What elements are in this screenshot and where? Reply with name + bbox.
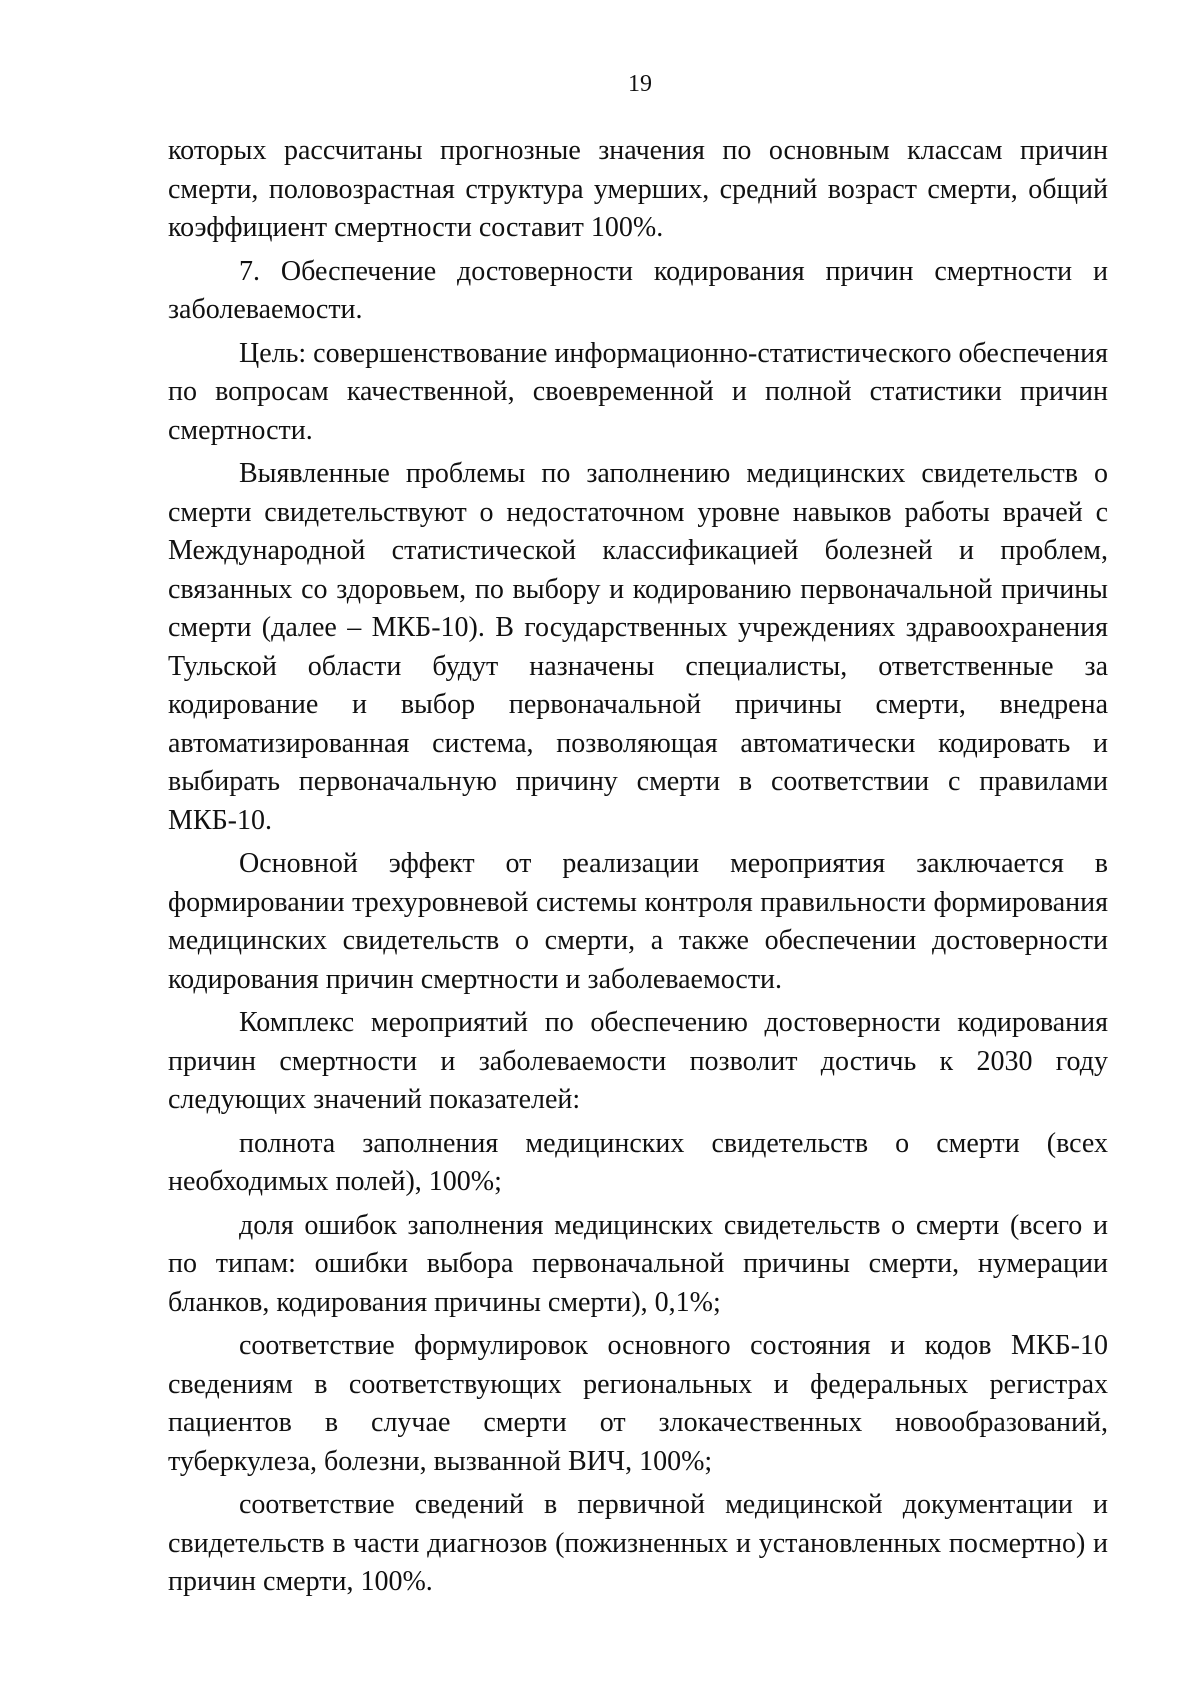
paragraph-problems: Выявленные проблемы по заполнению медицинских свидетельств о смерти свидетельствуют о недостаточном уровне навыков работы врачей с Международной статистической классификацией болезней и проблем, связанных со здоровьем, по выбору и кодированию первоначальной причины смерти (далее – МКБ-10). В государственных учреждениях здравоохранения Тульской области будут назначены специалисты, ответственные за кодирование и выбор первоначальной причины смерти, внедрена автоматизированная система, позволяющая автоматически кодировать и выбирать первоначальную причину смерти в соответствии с правилами МКБ-10. [168,458,1108,836]
document-body [168,132,1108,1602]
paragraph-effect: Основной эффект от реализации мероприятия заключается в формировании трехуровневой системы контроля правильности формирования медицинских свидетельств о смерти, а также обеспечении достоверности кодирования причин смертности и заболеваемости. [168,848,1108,995]
page-number: 19 [628,71,652,97]
paragraph-goal: Цель: совершенствование информационно-статистического обеспечения по вопросам качественной, своевременной и полной статистики причин смертности. [168,337,1109,446]
paragraph-continuation: которых рассчитаны прогнозные значения по основным классам причин смерти, половозрастная структура умерших, средний возраст смерти, общий коэффициент смертности составит 100%. [168,135,1108,243]
indicator-item: соответствие формулировок основного состояния и кодов МКБ-10 сведениям в соответствующих региональных и федеральных регистрах пациентов в случае смерти от злокачественных новообразований, туберкулеза, болезни, вызванной ВИЧ, 100%; [168,1330,1108,1477]
indicator-item: полнота заполнения медицинских свидетельств о смерти (всех необходимых полей), 100%; [168,1127,1108,1197]
indicator-item: соответствие сведений в первичной медицинской документации и свидетельств в части диагнозов (пожизненных и установленных посмертно) и причин смерти, 100%. [168,1489,1108,1597]
paragraph-indicators-intro: Комплекс мероприятий по обеспечению достоверности кодирования причин смертности и заболеваемости позволит достичь к 2030 году следующих значений показателей: [168,1007,1108,1115]
indicator-item: доля ошибок заполнения медицинских свидетельств о смерти (всего и по типам: ошибки выбора первоначальной причины смерти, нумерации бланков, кодирования причины смерти), 0,1%; [168,1209,1108,1318]
paragraph-section-heading: 7. Обеспечение достоверности кодирования причин смертности и заболеваемости. [168,255,1108,325]
